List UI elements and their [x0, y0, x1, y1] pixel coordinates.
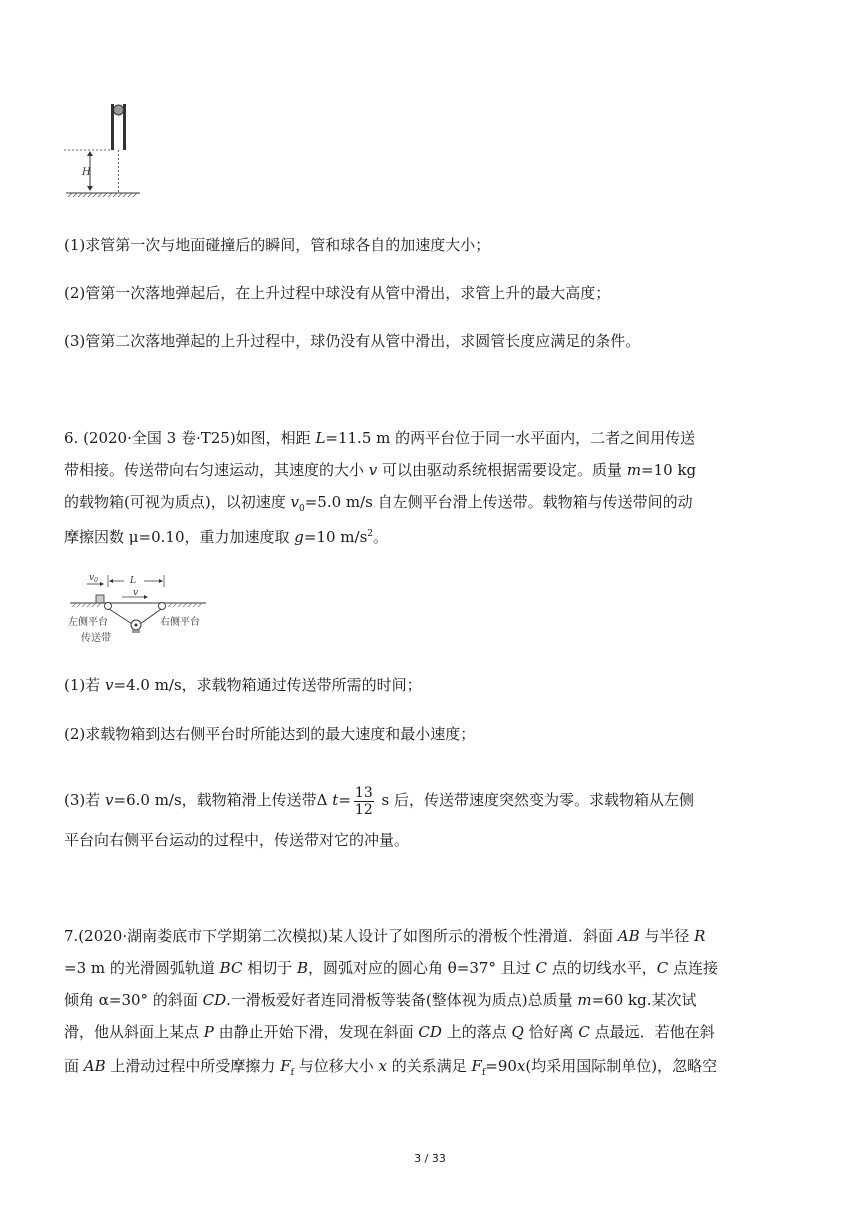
var-BC: BC	[219, 959, 243, 977]
var-C: C	[656, 959, 669, 977]
text: =60 kg.某次试	[591, 991, 697, 1009]
text: s 后，传送带速度突然变为零。求载物箱从左侧	[376, 791, 694, 809]
ground-hatching	[68, 193, 137, 197]
var-x: x	[516, 1057, 526, 1075]
page-number: 3 / 33	[414, 1152, 446, 1165]
text: 的载物箱(可视为质点)，以初速度	[64, 493, 291, 511]
height-label: H	[82, 167, 91, 178]
q7-line-5	[64, 1056, 717, 1083]
text: 面	[64, 1057, 84, 1075]
var-B: B	[296, 959, 308, 977]
var-F: F	[280, 1057, 291, 1075]
text: 点的切线水平，	[546, 959, 657, 977]
var-F: F	[471, 1057, 482, 1075]
var-CD: CD	[418, 1023, 442, 1041]
superscript: 2	[367, 529, 374, 539]
fig-v-label: v	[133, 588, 139, 598]
text: =11.5 m 的两平台位于同一水平面内，二者之间用传送	[325, 429, 696, 447]
q6-part-1	[64, 675, 422, 695]
var-v: v	[105, 676, 114, 694]
text: 点连接	[668, 959, 719, 977]
text: 的关系满足	[386, 1057, 472, 1075]
tube-ball-figure	[62, 98, 142, 202]
text: 上的落点	[441, 1023, 512, 1041]
text: 点最远．若他在斜	[589, 1023, 715, 1041]
var-AB: AB	[617, 927, 640, 945]
text: (3)若	[64, 791, 106, 809]
text: (均采用国际制单位)，忽略空	[525, 1057, 718, 1075]
var-C: C	[535, 959, 547, 977]
var-v: v	[105, 791, 114, 809]
var-P: P	[203, 1023, 214, 1041]
fig-v0-label: $v_0$	[89, 573, 98, 584]
q6-line-4	[64, 524, 388, 547]
q6-part-3	[64, 782, 694, 818]
text: .一滑板爱好者连同滑板等装备(整体视为质点)总质量	[226, 991, 578, 1009]
subscript: f	[290, 1068, 294, 1078]
text: =90	[485, 1057, 517, 1075]
text: =4.0 m/s，求载物箱通过传送带所需的时间；	[113, 676, 422, 694]
text: 6. (2020·全国 3 卷·T25)如图，相距	[64, 429, 316, 447]
fig-belt-label: 传送带	[81, 633, 111, 644]
q7-line-2	[64, 958, 718, 978]
text: =3 m 的光滑圆弧轨道	[64, 959, 220, 977]
ball	[114, 105, 124, 115]
q6-line-2	[64, 460, 696, 480]
q7-line-4	[64, 1022, 715, 1042]
fig-box	[96, 595, 104, 603]
q5-part-3: (3)管第二次落地弹起的上升过程中，球仍没有从管中滑出，求圆管长度应满足的条件。	[64, 332, 641, 350]
var-x: x	[378, 1057, 387, 1075]
text: =5.0 m/s 自左侧平台滑上传送带。载物箱与传送带间的动	[304, 493, 693, 511]
numerator: 13	[354, 784, 373, 801]
fraction	[354, 785, 374, 818]
text: 7.(2020·湖南娄底市下学期第二次模拟)某人设计了如图所示的滑板个性滑道．斜面	[64, 927, 618, 945]
subscript: f	[481, 1068, 486, 1078]
text: =	[338, 791, 351, 809]
text: 摩擦因数 μ=0.10，重力加速度取	[64, 528, 295, 546]
var-v: v	[368, 461, 378, 479]
text: (1)若	[64, 676, 106, 694]
text: 可以由驱动系统根据需要设定。质量	[377, 461, 627, 479]
var-CD: CD	[202, 991, 227, 1009]
var-R: R	[694, 927, 706, 945]
q6-line-1	[64, 428, 695, 448]
var-t: t	[332, 791, 339, 809]
q6-line-3	[64, 492, 693, 519]
q5-part-2: (2)管第一次落地弹起后，在上升过程中球没有从管中滑出，求管上升的最大高度；	[64, 284, 611, 302]
text: 由静止开始下滑，发现在斜面	[213, 1023, 419, 1041]
var-Q: Q	[511, 1023, 524, 1041]
text: =10 m/s	[303, 528, 368, 546]
var-m: m	[626, 461, 642, 479]
fig-right-platform-label: 右侧平台	[160, 617, 200, 628]
var-m: m	[577, 991, 592, 1009]
var-g: g	[294, 528, 304, 546]
var-v0: v	[290, 493, 299, 511]
text: =10 kg	[641, 461, 697, 479]
q7-line-3	[64, 990, 696, 1010]
subscript: 0	[298, 504, 305, 514]
q6-part-3-cont: 平台向右侧平台运动的过程中，传送带对它的冲量。	[64, 831, 410, 849]
text: 相切于	[242, 959, 297, 977]
text: 与半径	[639, 927, 695, 945]
text: 滑，他从斜面上某点	[64, 1023, 204, 1041]
var-C: C	[578, 1023, 590, 1041]
text: 带相接。传送带向右匀速运动，其速度的大小	[64, 461, 369, 479]
text: =6.0 m/s，载物箱滑上传送带Δ	[113, 791, 333, 809]
text: 恰好离	[523, 1023, 579, 1041]
fig-left-platform-label: 左侧平台	[68, 617, 108, 628]
var-AB: AB	[83, 1057, 106, 1075]
q6-part-2: (2)求载物箱到达右侧平台时所能达到的最大速度和最小速度；	[64, 725, 476, 743]
text: ，圆弧对应的圆心角 θ=37° 且过	[308, 959, 536, 977]
text: 倾角 α=30° 的斜面	[64, 991, 203, 1009]
q5-part-1: (1)求管第一次与地面碰撞后的瞬间，管和球各自的加速度大小；	[64, 236, 491, 254]
var-L: L	[315, 429, 326, 447]
q7-line-1	[64, 926, 705, 946]
conveyor-figure	[64, 570, 214, 648]
fig-L-label: L	[130, 576, 136, 586]
text: 。	[373, 528, 389, 546]
denominator: 12	[354, 801, 373, 818]
text: 与位移大小	[293, 1057, 379, 1075]
text: 上滑动过程中所受摩擦力	[105, 1057, 281, 1075]
